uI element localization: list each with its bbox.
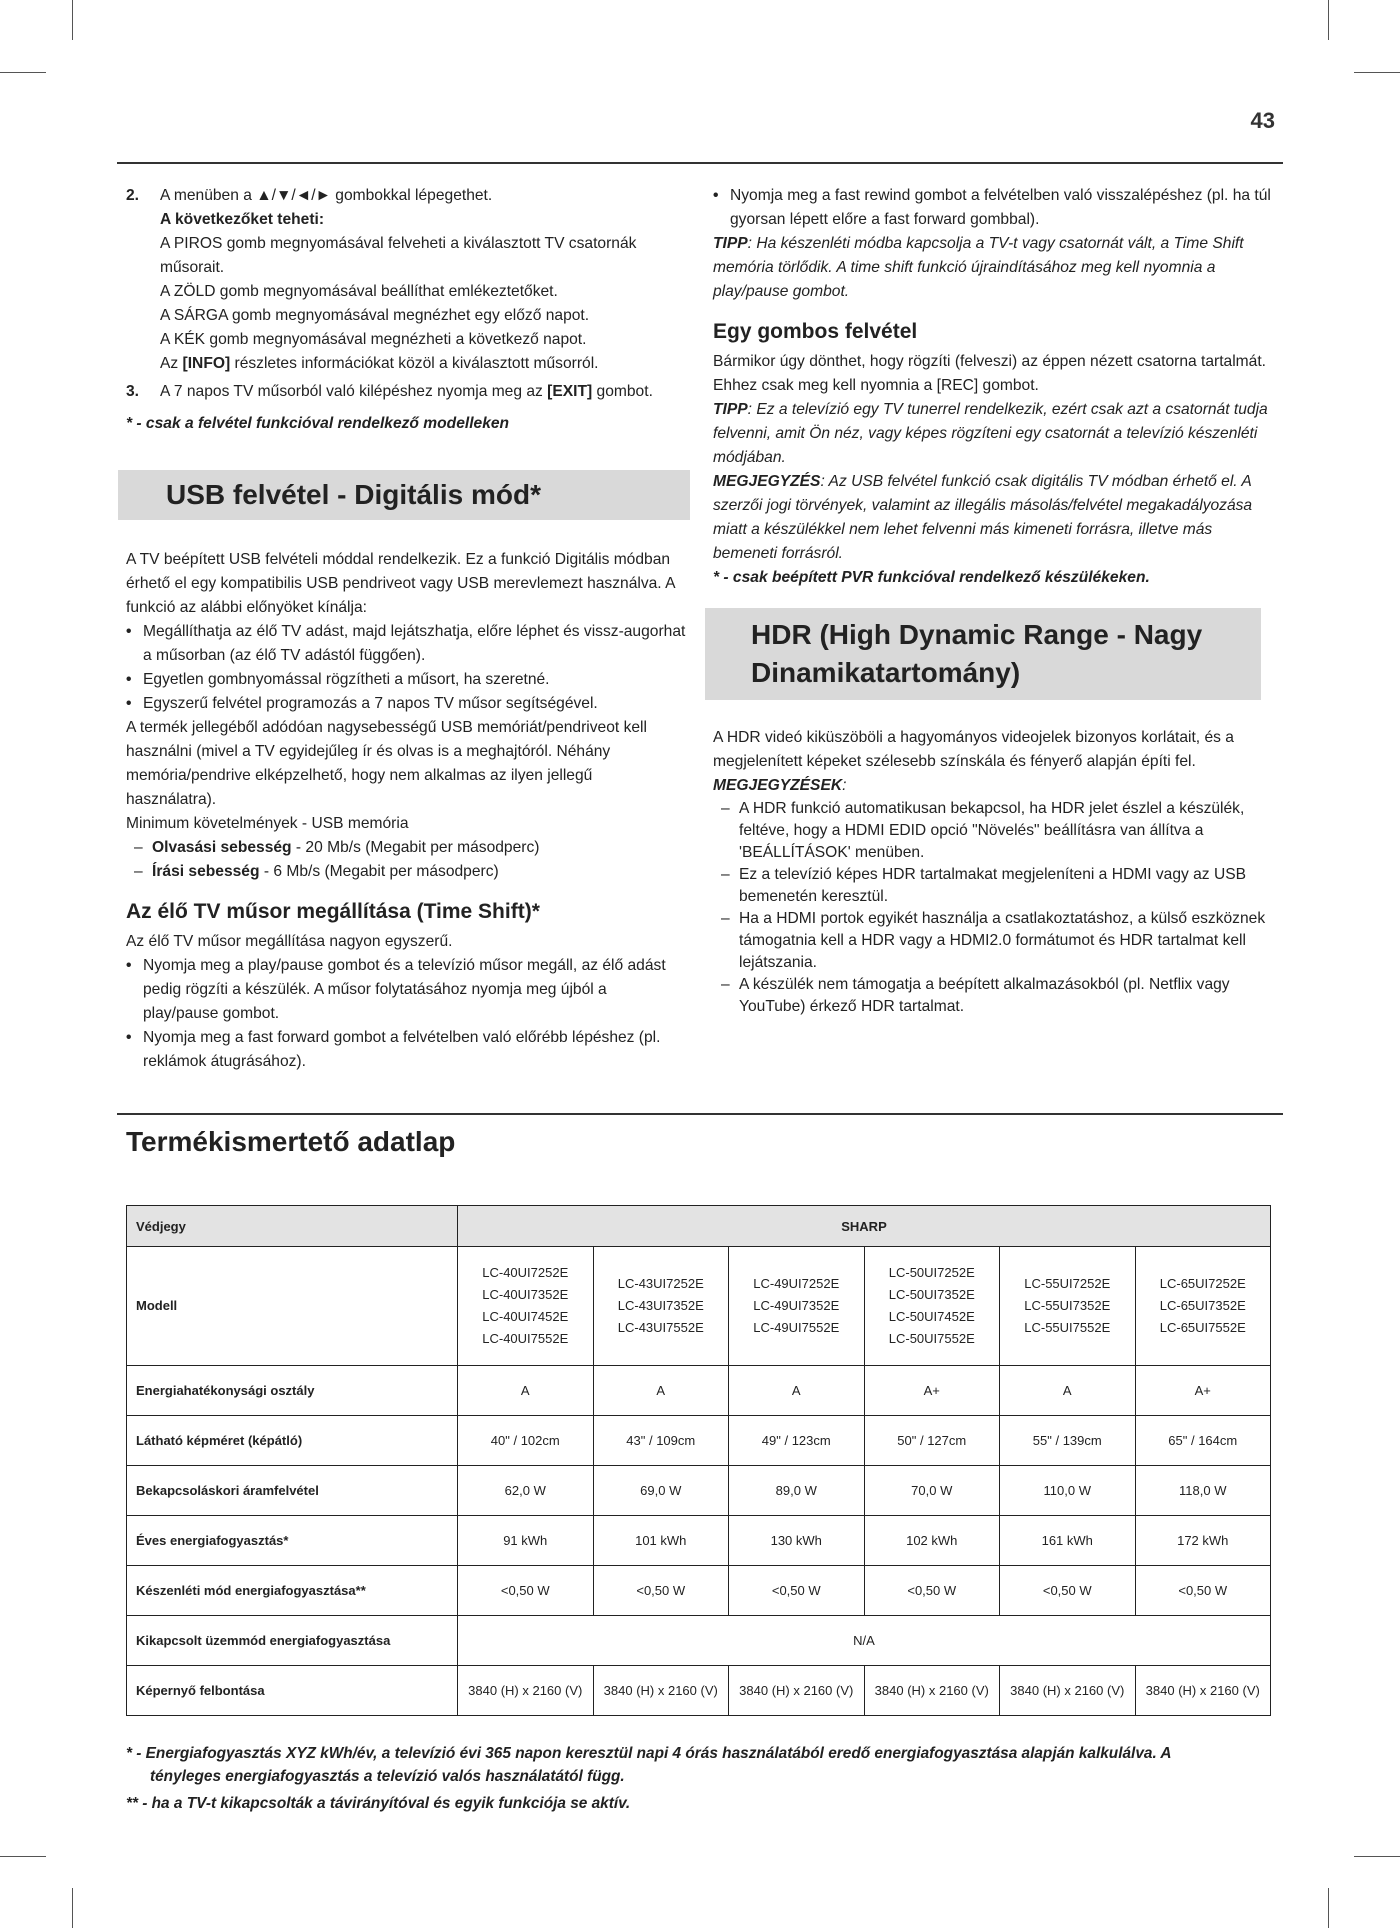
usb-section-title: USB felvétel - Digitális mód* (118, 470, 690, 520)
table-cell: 3840 (H) x 2160 (V) (1000, 1666, 1136, 1716)
model-code: LC-43UI7352E (617, 1298, 704, 1313)
model-code: LC-65UI7552E (1159, 1320, 1246, 1335)
table-cell: 69,0 W (593, 1466, 729, 1516)
crop-mark (1354, 72, 1400, 73)
list-item: • Megállíthatja az élő TV adást, majd lejátszhatja, előre léphet és vissz-augorhat a műsorban (az élő TV adástól függően). (126, 620, 686, 668)
list-item-text: Egyetlen gombnyomással rögzítheti a műsort, ha szeretné. (143, 671, 550, 688)
table-cell: A+ (864, 1366, 1000, 1416)
brand-label: Védjegy (127, 1206, 458, 1247)
model-code: LC-55UI7352E (1024, 1298, 1111, 1313)
model-code: LC-55UI7252E (1024, 1276, 1111, 1291)
footnotes (126, 1742, 1276, 1819)
row-label: Kikapcsolt üzemmód energiafogyasztása (127, 1616, 458, 1666)
tip-text: : Ha készenléti módba kapcsolja a TV-t vagy csatornát vált, a Time Shift memória törlődik. A time shift funkció újraindításához meg kell nyomnia a play/pause gombot. (713, 235, 1244, 300)
footnote-line: * - Energiafogyasztás XYZ kWh/év, a televízió évi 365 napon keresztül napi 4 órás használatából eredő energiafogyasztása alapján kalkulálva. A (126, 1745, 1172, 1762)
table-cell: 101 kWh (593, 1516, 729, 1566)
tip-label: TIPP (713, 401, 748, 418)
key-label: [INFO] (182, 355, 231, 372)
table-cell: 3840 (H) x 2160 (V) (864, 1666, 1000, 1716)
table-cell: 172 kWh (1135, 1516, 1271, 1566)
table-cell: 118,0 W (1135, 1466, 1271, 1516)
step-text: A menüben a ▲/▼/◄/► gombokkal lépegethet. (160, 187, 493, 204)
note-text: : Az USB felvétel funkció csak digitális TV módban érhető el. A szerzői jogi törvények, valamint az illegális másolás/felvétel megakadályozása miatt a készülékkel nem lehet felvenni más kimeneti forrásra, illetve más bemeneti forrásról. (713, 473, 1253, 562)
model-cell (864, 1247, 1000, 1366)
top-divider (117, 162, 1283, 164)
model-code: LC-40UI7352E (482, 1287, 569, 1302)
step-text: A SÁRGA gomb megnyomásával megnézhet egy előző napot. (160, 307, 590, 324)
list-item: – Olvasási sebesség - 20 Mb/s (Megabit per másodperc) (134, 839, 540, 856)
row-label: Energiahatékonysági osztály (127, 1366, 458, 1416)
tip-label: TIPP (713, 235, 748, 252)
table-cell: A+ (1135, 1366, 1271, 1416)
list-item: • Egyetlen gombnyomással rögzítheti a műsort, ha szeretné. (126, 668, 686, 692)
tip-note (713, 398, 1275, 470)
timeshift-intro: Az élő TV műsor megállítása nagyon egyszerű. (126, 933, 453, 950)
usb-note (713, 470, 1275, 566)
model-code: LC-50UI7552E (888, 1331, 975, 1346)
table-row (127, 1466, 1271, 1516)
note-label: MEGJEGYZÉS (713, 473, 821, 490)
step-2 (126, 184, 686, 376)
table-cell: A (458, 1366, 594, 1416)
table-cell: 3840 (H) x 2160 (V) (1135, 1666, 1271, 1716)
table-cell: <0,50 W (593, 1566, 729, 1616)
model-code: LC-65UI7252E (1159, 1276, 1246, 1291)
table-cell: 43" / 109cm (593, 1416, 729, 1466)
table-cell: 3840 (H) x 2160 (V) (593, 1666, 729, 1716)
model-code: LC-50UI7252E (888, 1265, 975, 1280)
table-row (127, 1366, 1271, 1416)
model-code: LC-50UI7452E (888, 1309, 975, 1324)
model-code: LC-65UI7352E (1159, 1298, 1246, 1313)
list-item: • Nyomja meg a fast forward gombot a felvételben való előrébb lépéshez (pl. reklámok átugrásához). (126, 1026, 686, 1074)
table-cell: A (593, 1366, 729, 1416)
model-code: LC-50UI7352E (888, 1287, 975, 1302)
table-cell: 89,0 W (729, 1466, 865, 1516)
step-heading: A következőket teheti: (160, 211, 325, 228)
usb-intro: A TV beépített USB felvételi móddal rendelkezik. Ez a funkció Digitális módban érhető el egy kompatibilis USB pendriveot vagy USB merevlemezt használva. A funkció az alábbi előnyöket kínálja: (126, 551, 675, 616)
footnote (126, 1742, 1276, 1788)
hdr-notes-list (713, 798, 1275, 1018)
list-item: – Ha a HDMI portok egyikét használja a csatlakoztatáshoz, a külső eszköznek támogatnia kell a HDR vagy a HDMI2.0 formátumot és HDR tartalmat kell lejátszania. (713, 908, 1275, 974)
list-item-text: Nyomja meg a play/pause gombot és a televízió műsor megáll, az élő adást pedig rögzíti a készülék. A műsor folytatásához nyomja meg újból a play/pause gombot. (143, 957, 666, 1022)
table-cell: A (729, 1366, 865, 1416)
step-text: A PIROS gomb megnyomásával felveheti a kiválasztott TV csatornák műsorait. (160, 235, 637, 276)
step-text: A KÉK gomb megnyomásával megnézheti a következő napot. (160, 331, 587, 348)
text-run: A 7 napos TV műsorból való kilépéshez nyomja meg az (160, 383, 548, 400)
model-cell (593, 1247, 729, 1366)
list-item: – Ez a televízió képes HDR tartalmakat megjeleníteni a HDMI vagy az USB bemenetén keresztül. (713, 864, 1275, 908)
list-item-text: Ez a televízió képes HDR tartalmakat megjeleníteni a HDMI vagy az USB bemenetén keresztül. (739, 866, 1247, 905)
read-speed-label: Olvasási sebesség (152, 839, 292, 856)
page-number: 43 (1250, 108, 1275, 133)
footnote: ** - ha a TV-t kikapcsolták a távirányítóval és egyik funkciója se aktív. (126, 1795, 631, 1812)
table-cell: 3840 (H) x 2160 (V) (729, 1666, 865, 1716)
brand-value: SHARP (458, 1206, 1271, 1247)
notes-colon: : (842, 777, 847, 794)
step-number: 2. (126, 187, 140, 204)
row-label: Éves energiafogyasztás* (127, 1516, 458, 1566)
list-item: • Nyomja meg a play/pause gombot és a televízió műsor megáll, az élő adást pedig rögzíti a készülék. A műsor folytatásához nyomja meg újból a play/pause gombot. (126, 954, 686, 1026)
table-row (127, 1206, 1271, 1247)
table-row (127, 1566, 1271, 1616)
section-divider (117, 1113, 1283, 1115)
model-code: LC-43UI7252E (617, 1276, 704, 1291)
hdr-title-line: HDR (High Dynamic Range - Nagy (751, 619, 1203, 650)
notes-label: MEGJEGYZÉSEK (713, 777, 843, 794)
model-code: LC-55UI7552E (1024, 1320, 1111, 1335)
list-item-text: A HDR funkció automatikusan bekapcsol, ha HDR jelet észlel a készülék, feltéve, hogy a HDMI EDID opció "Növelés" beállításra van állítva a 'BEÁLLÍTÁSOK' menüben. (739, 800, 1245, 861)
step-text (160, 380, 686, 404)
table-cell: 55" / 139cm (1000, 1416, 1136, 1466)
model-cell (1000, 1247, 1136, 1366)
left-column (126, 184, 686, 1074)
row-label: Készenléti mód energiafogyasztása** (127, 1566, 458, 1616)
one-touch-text: Bármikor úgy dönthet, hogy rögzíti (felveszi) az éppen nézett csatorna tartalmát. Ehhez csak meg kell nyomnia a [REC] gombot. (713, 353, 1266, 394)
table-cell: 49" / 123cm (729, 1416, 865, 1466)
table-cell: 91 kWh (458, 1516, 594, 1566)
model-code: LC-49UI7552E (753, 1320, 840, 1335)
table-cell: 130 kWh (729, 1516, 865, 1566)
list-item: • Nyomja meg a fast rewind gombot a felvételben való visszalépéshez (pl. ha túl gyorsan lépett előre a fast forward gombbal). (713, 184, 1275, 232)
crop-mark (72, 0, 73, 40)
table-cell: <0,50 W (1000, 1566, 1136, 1616)
row-label: Látható képméret (képátló) (127, 1416, 458, 1466)
table-cell: 3840 (H) x 2160 (V) (458, 1666, 594, 1716)
model-code: LC-40UI7452E (482, 1309, 569, 1324)
table-cell: <0,50 W (864, 1566, 1000, 1616)
model-label: Modell (127, 1247, 458, 1366)
table-row (127, 1616, 1271, 1666)
crop-mark (0, 72, 46, 73)
timeshift-heading: Az élő TV műsor megállítása (Time Shift)* (126, 900, 540, 923)
table-cell: <0,50 W (729, 1566, 865, 1616)
table-row (127, 1666, 1271, 1716)
model-code: LC-49UI7252E (753, 1276, 840, 1291)
right-column (713, 184, 1275, 1018)
table-cell: 50" / 127cm (864, 1416, 1000, 1466)
table-cell: 102 kWh (864, 1516, 1000, 1566)
key-label: [EXIT] (547, 383, 593, 400)
list-item-text: Egyszerű felvétel programozás a 7 napos TV műsor segítségével. (143, 695, 598, 712)
table-cell: 40" / 102cm (458, 1416, 594, 1466)
step-text: A ZÖLD gomb megnyomásával beállíthat emlékeztetőket. (160, 283, 558, 300)
list-item-text: Megállíthatja az élő TV adást, majd lejátszhatja, előre léphet és vissz-augorhat a műsorban (az élő TV adástól függően). (143, 623, 686, 664)
crop-mark (1328, 1888, 1329, 1928)
table-row (127, 1416, 1271, 1466)
table-cell: A (1000, 1366, 1136, 1416)
text-run: részletes információkat közöl a kiválasztott műsorról. (230, 355, 599, 372)
step-text (160, 352, 686, 376)
table-cell: 110,0 W (1000, 1466, 1136, 1516)
write-speed-value: - 6 Mb/s (Megabit per másodperc) (259, 863, 499, 880)
list-item: – A készülék nem támogatja a beépített alkalmazásokból (pl. Netflix vagy YouTube) érkező HDR tartalmat. (713, 974, 1275, 1018)
models-note: * - csak a felvétel funkcióval rendelkező modelleken (126, 415, 510, 432)
crop-mark (1354, 1856, 1400, 1857)
hdr-intro: A HDR videó kiküszöböli a hagyományos videojelek bizonyos korlátait, és a megjelenített képeket szélesebb színskála és fényerő alapján építi fel. (713, 729, 1234, 770)
table-row (127, 1516, 1271, 1566)
crop-mark (1328, 0, 1329, 40)
crop-mark (72, 1888, 73, 1928)
row-label: Bekapcsoláskori áramfelvétel (127, 1466, 458, 1516)
table-cell: <0,50 W (1135, 1566, 1271, 1616)
one-touch-heading: Egy gombos felvétel (713, 320, 918, 343)
spec-sheet-title: Termékismertető adatlap (126, 1126, 456, 1157)
model-code: LC-40UI7552E (482, 1331, 569, 1346)
pvr-note: * - csak beépített PVR funkcióval rendelkező készülékeken. (713, 569, 1150, 586)
list-item-text: Nyomja meg a fast rewind gombot a felvételben való visszalépéshez (pl. ha túl gyorsan lépett előre a fast forward gombbal). (730, 187, 1271, 228)
footnote-line: tényleges energiafogyasztás a televízió valós használatától függ. (150, 1768, 625, 1785)
table-cell: 161 kWh (1000, 1516, 1136, 1566)
list-item-text: Ha a HDMI portok egyikét használja a csatlakoztatáshoz, a külső eszköznek támogatnia kell a HDR vagy a HDMI2.0 formátumot és HDR tartalmat kell lejátszania. (739, 910, 1266, 971)
table-cell: N/A (458, 1616, 1271, 1666)
usb-min-requirements: Minimum követelmények - USB memória (126, 815, 409, 832)
list-item: • Egyszerű felvétel programozás a 7 napos TV műsor segítségével. (126, 692, 686, 716)
row-label: Képernyő felbontása (127, 1666, 458, 1716)
model-code: LC-49UI7352E (753, 1298, 840, 1313)
table-cell: 62,0 W (458, 1466, 594, 1516)
list-item-text: Nyomja meg a fast forward gombot a felvételben való előrébb lépéshez (pl. reklámok átugrásához). (143, 1029, 661, 1070)
list-item: – A HDR funkció automatikusan bekapcsol, ha HDR jelet észlel a készülék, feltéve, hogy a HDMI EDID opció "Növelés" beállításra van állítva a 'BEÁLLÍTÁSOK' menüben. (713, 798, 1275, 864)
table-row (127, 1247, 1271, 1366)
spec-table (126, 1205, 1271, 1716)
write-speed-label: Írási sebesség (152, 863, 260, 880)
model-code: LC-43UI7552E (617, 1320, 704, 1335)
model-cell (729, 1247, 865, 1366)
model-cell (458, 1247, 594, 1366)
tip-text: : Ez a televízió egy TV tunerrel rendelkezik, ezért csak azt a csatornát tudja felvenni, amit Ön néz, vagy képes rögzíteni egy csatornát a televízió készenléti módjában. (713, 401, 1268, 466)
list-item: – Írási sebesség - 6 Mb/s (Megabit per másodperc) (134, 863, 499, 880)
table-cell: <0,50 W (458, 1566, 594, 1616)
hdr-section-title (705, 608, 1261, 700)
text-run: gombot. (592, 383, 653, 400)
crop-mark (0, 1856, 46, 1857)
text-run: Az (160, 355, 183, 372)
usb-paragraph: A termék jellegéből adódóan nagysebességű USB memóriát/pendriveot kell használni (mivel a TV egyidejűleg ír és olvas is a meghajtóról. Néhány memória/pendrive elképzelhető, hogy nem alkalmas az ilyen jellegű használatra). (126, 719, 647, 808)
model-cell (1135, 1247, 1271, 1366)
table-cell: 65" / 164cm (1135, 1416, 1271, 1466)
tip-note (713, 232, 1275, 304)
hdr-title-line: Dinamikatartomány) (751, 657, 1021, 688)
step-number: 3. (126, 383, 140, 400)
read-speed-value: - 20 Mb/s (Megabit per másodperc) (291, 839, 540, 856)
model-code: LC-40UI7252E (482, 1265, 569, 1280)
list-item-text: A készülék nem támogatja a beépített alkalmazásokból (pl. Netflix vagy YouTube) érkező HDR tartalmat. (739, 976, 1230, 1015)
table-cell: 70,0 W (864, 1466, 1000, 1516)
step-3 (126, 380, 686, 404)
hdr-notes-heading (713, 774, 1275, 798)
